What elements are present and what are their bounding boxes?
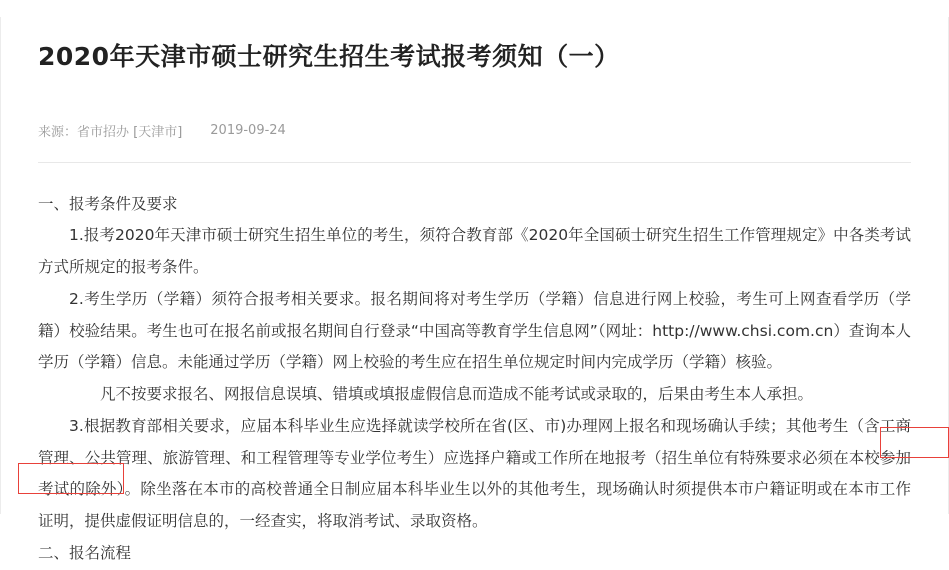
document-meta (38, 97, 911, 162)
section-heading-2: 二、报名流程 (38, 543, 132, 562)
document-content (0, 17, 949, 570)
document-body (38, 163, 911, 570)
page-left-rule (0, 17, 1, 514)
section-heading-1: 一、报考条件及要求 (38, 194, 178, 213)
paragraph-2: 2.考生学历（学籍）须符合报考相关要求。报名期间将对考生学历（学籍）信息进行网上校验，考生可上网查看学历（学籍）校验结果。考生也可在报名前或报名期间自行登录“中国高等教育学生信息网”（网址：http://www.chsi.com.cn）查询本人学历（学籍）信息。未能通过学历（学籍）网上校验的考生应在招生单位规定时间内完成学历（学籍）核验。 (38, 289, 911, 372)
paragraph-4: 3.根据教育部相关要求，应届本科毕业生应选择就读学校所在省(区、市)办理网上报名和现场确认手续；其他考生（含工商管理、公共管理、旅游管理、和工程管理等专业学位考生）应选择户籍或工作所在地报考（招生单位有特殊要求必须在本校参加考试的除外）。除坐落在本市的高校普通全日制应届本科毕业生以外的其他考生，现场确认时须提供本市户籍证明或在本市工作证明，提供虚假证明信息的，一经查实，将取消考试、录取资格。 (38, 416, 911, 531)
document-page (0, 17, 949, 562)
meta-date: 2019-09-24 (210, 122, 286, 138)
paragraph-3: 凡不按要求报名、网报信息误填、错填或填报虚假信息而造成不能考试或录取的，后果由考生本人承担。 (100, 385, 814, 404)
page-title: 2020年天津市硕士研究生招生考试报考须知（一） (38, 41, 620, 71)
meta-source: 来源：省市招办 [天津市] (38, 124, 183, 140)
paragraph-1: 1.报考2020年天津市硕士研究生招生单位的考生，须符合教育部《2020年全国硕士研究生招生工作管理规定》中各类考试方式所规定的报考条件。 (38, 226, 911, 277)
